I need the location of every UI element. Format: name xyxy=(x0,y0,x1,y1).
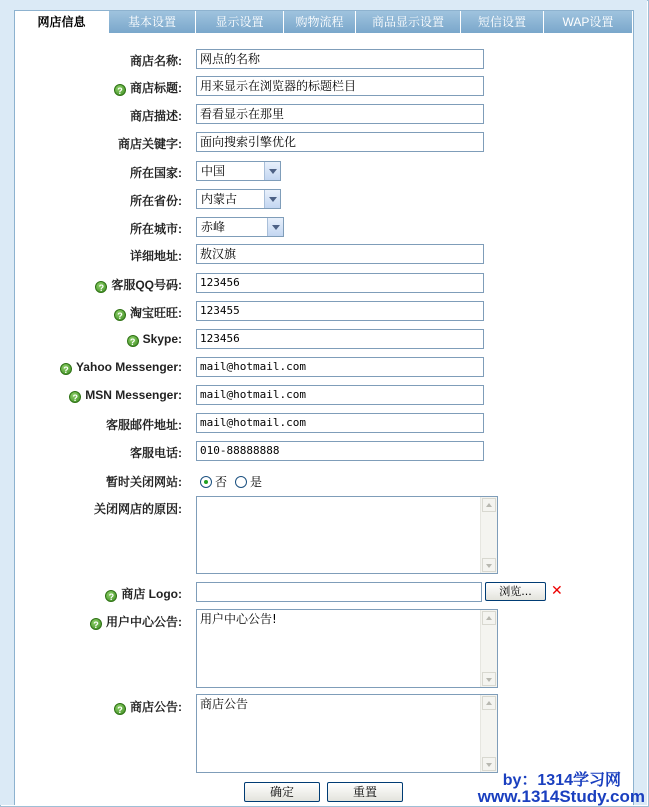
scroll-up-icon[interactable] xyxy=(482,696,496,710)
scroll-down-icon[interactable] xyxy=(482,672,496,686)
logo-label-wrap xyxy=(105,585,182,602)
help-icon[interactable]: ? xyxy=(69,391,81,403)
shop-name-label: 商店名称: xyxy=(130,54,182,68)
wangwang-input[interactable]: 123455 xyxy=(196,301,484,321)
wangwang-label-wrap xyxy=(114,304,182,321)
shop-name-input[interactable]: 网点的名称 xyxy=(196,49,484,69)
skype-input[interactable]: 123456 xyxy=(196,329,484,349)
reset-button[interactable]: 重置 xyxy=(327,782,403,802)
yahoo-label: Yahoo Messenger: xyxy=(75,360,182,374)
help-icon[interactable]: ? xyxy=(114,309,126,321)
chevron-down-icon[interactable] xyxy=(264,190,280,208)
help-icon[interactable]: ? xyxy=(114,84,126,96)
radio-yes[interactable] xyxy=(235,476,247,488)
shop-title-input[interactable]: 用来显示在浏览器的标题栏目 xyxy=(196,76,484,96)
email-label: 客服邮件地址: xyxy=(106,418,182,432)
help-icon[interactable]: ? xyxy=(90,618,102,630)
shop-notice-label: 商店公告: xyxy=(130,700,182,714)
scroll-down-icon[interactable] xyxy=(482,558,496,572)
wangwang-label: 淘宝旺旺: xyxy=(130,306,182,320)
shop-notice-value: 商店公告 xyxy=(200,697,249,711)
city-label: 所在城市: xyxy=(130,222,182,236)
country-value: 中国 xyxy=(201,164,226,178)
confirm-button[interactable]: 确定 xyxy=(244,782,320,802)
province-select[interactable] xyxy=(196,189,281,209)
qq-input[interactable]: 123456 xyxy=(196,273,484,293)
logo-file-input[interactable] xyxy=(196,582,482,602)
scrollbar[interactable] xyxy=(480,497,497,573)
tab-basic-settings[interactable]: 基本设置 xyxy=(109,11,196,33)
country-select[interactable] xyxy=(196,161,281,181)
shop-keywords-input[interactable]: 面向搜索引擎优化 xyxy=(196,132,484,152)
city-value: 赤峰 xyxy=(201,220,226,234)
close-reason-label: 关闭网店的原因: xyxy=(94,502,182,516)
user-notice-textarea[interactable] xyxy=(196,609,498,688)
tab-wap-settings[interactable]: WAP设置 xyxy=(544,11,633,33)
help-icon[interactable]: ? xyxy=(95,281,107,293)
skype-label: Skype: xyxy=(142,332,182,346)
qq-label-wrap xyxy=(95,276,182,293)
qq-label: 客服QQ号码: xyxy=(111,278,182,292)
province-value: 内蒙古 xyxy=(201,192,238,206)
yahoo-label-wrap xyxy=(60,360,182,375)
radio-yes-label: 是 xyxy=(250,475,263,489)
phone-label: 客服电话: xyxy=(130,446,182,460)
msn-label: MSN Messenger: xyxy=(85,388,182,402)
browse-button[interactable]: 浏览... xyxy=(485,582,546,601)
yahoo-input[interactable]: mail@hotmail.com xyxy=(196,357,484,377)
chevron-down-icon[interactable] xyxy=(267,218,283,236)
tab-strip xyxy=(14,10,634,33)
tab-sms-settings[interactable]: 短信设置 xyxy=(461,11,544,33)
help-icon[interactable]: ? xyxy=(105,590,117,602)
user-notice-label-wrap xyxy=(90,613,182,630)
tab-product-display[interactable]: 商品显示设置 xyxy=(356,11,461,33)
email-input[interactable]: mail@hotmail.com xyxy=(196,413,484,433)
shop-notice-label-wrap xyxy=(114,698,182,715)
help-icon[interactable]: ? xyxy=(114,703,126,715)
phone-input[interactable]: 010-88888888 xyxy=(196,441,484,461)
country-label: 所在国家: xyxy=(130,166,182,180)
delete-icon[interactable]: ✕ xyxy=(551,583,563,599)
shop-keywords-label: 商店关键字: xyxy=(118,137,182,151)
shop-title-label: 商店标题: xyxy=(130,81,182,95)
scroll-up-icon[interactable] xyxy=(482,498,496,512)
shop-desc-label: 商店描述: xyxy=(130,109,182,123)
msn-label-wrap xyxy=(69,388,182,403)
help-icon[interactable]: ? xyxy=(127,335,139,347)
tab-display-settings[interactable]: 显示设置 xyxy=(196,11,284,33)
address-input[interactable]: 敖汉旗 xyxy=(196,244,484,264)
scroll-down-icon[interactable] xyxy=(482,757,496,771)
user-notice-value: 用户中心公告! xyxy=(200,612,277,626)
radio-no[interactable] xyxy=(200,476,212,488)
close-site-label: 暂时关闭网站: xyxy=(106,475,182,489)
province-label: 所在省份: xyxy=(130,194,182,208)
address-label: 详细地址: xyxy=(130,249,182,263)
help-icon[interactable]: ? xyxy=(60,363,72,375)
scrollbar[interactable] xyxy=(480,610,497,687)
watermark-url: www.1314Study.com xyxy=(477,787,645,806)
shop-desc-input[interactable]: 看看显示在那里 xyxy=(196,104,484,124)
watermark-by: by：1314学习网 xyxy=(502,772,621,789)
shop-notice-textarea[interactable] xyxy=(196,694,498,773)
close-reason-textarea[interactable] xyxy=(196,496,498,574)
scroll-up-icon[interactable] xyxy=(482,611,496,625)
logo-label: 商店 Logo: xyxy=(121,587,182,601)
right-margin xyxy=(633,33,647,805)
chevron-down-icon[interactable] xyxy=(264,162,280,180)
shop-title-label-wrap xyxy=(114,79,182,96)
tab-shop-info[interactable]: 网店信息 xyxy=(15,11,109,34)
msn-input[interactable]: mail@hotmail.com xyxy=(196,385,484,405)
scrollbar[interactable] xyxy=(480,695,497,772)
left-margin xyxy=(0,33,14,805)
close-site-options xyxy=(200,473,262,490)
user-notice-label: 用户中心公告: xyxy=(106,615,182,629)
radio-no-label: 否 xyxy=(215,475,228,489)
tab-shopping-flow[interactable]: 购物流程 xyxy=(284,11,356,33)
city-select[interactable] xyxy=(196,217,284,237)
skype-label-wrap xyxy=(127,332,182,347)
